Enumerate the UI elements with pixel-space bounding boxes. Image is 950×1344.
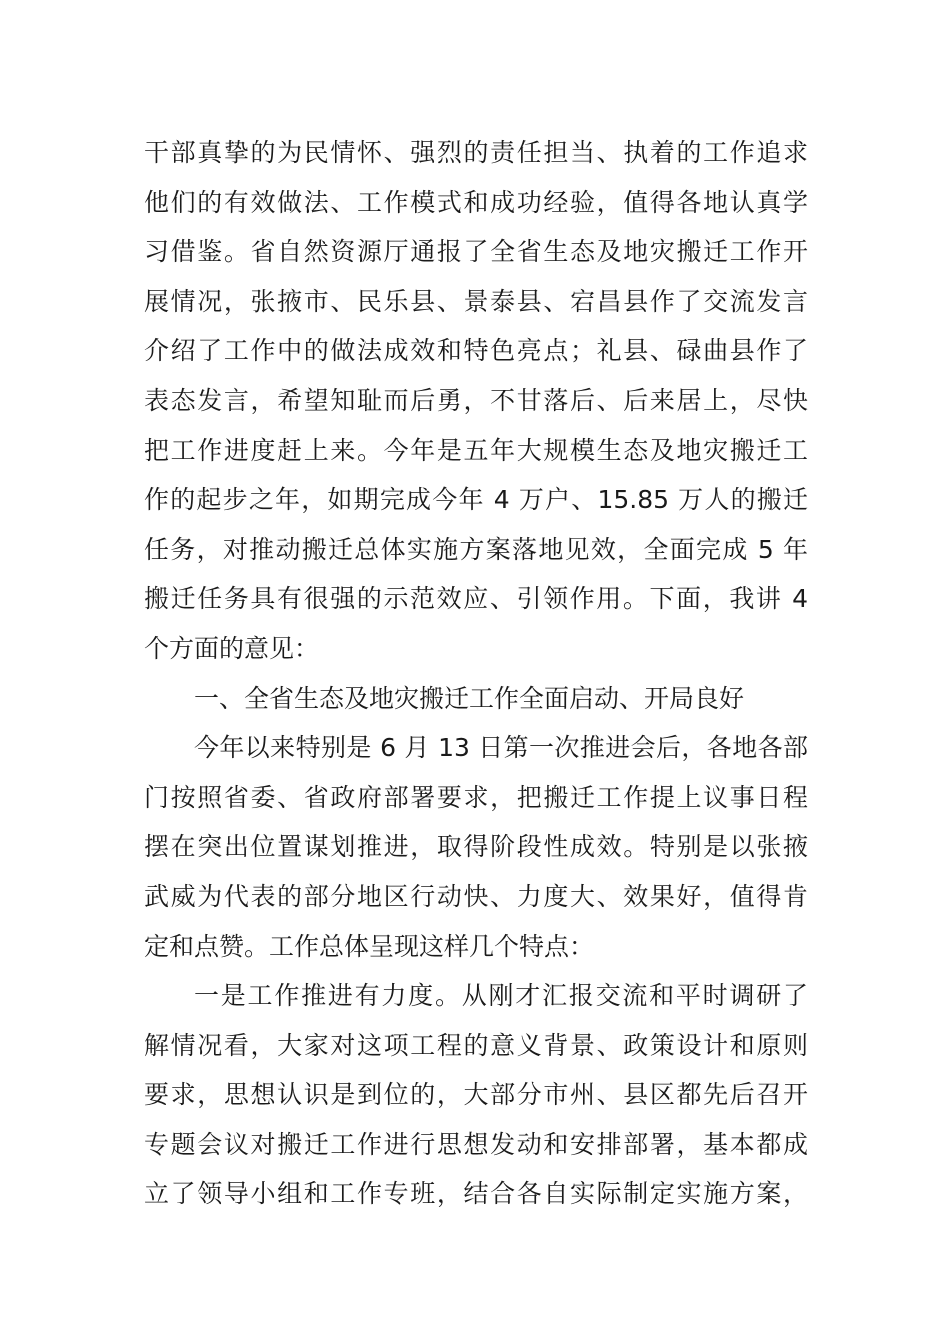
text-line: 定和点赞。工作总体呈现这样几个特点： [144,931,595,961]
text-line: 要求，思想认识是到位的，大部分市州、县区都先后召开 [144,1080,808,1110]
paragraph-first-line: 今年以来特别是 6 月 13 日第一次推进会后，各地各部 [194,733,808,763]
document-body [144,128,808,1219]
text-line: 摆在突出位置谋划推进，取得阶段性成效。特别是以张掖 [144,832,808,862]
text-line: 武威为代表的部分地区行动快、力度大、效果好，值得肯 [144,881,808,911]
text-line: 个方面的意见： [144,633,320,663]
text-line: 作的起步之年，如期完成今年 4 万户、15.85 万人的搬迁 [144,485,808,515]
text-line: 专题会议对搬迁工作进行思想发动和安排部署，基本都成 [144,1129,808,1159]
text-line: 他们的有效做法、工作模式和成功经验，值得各地认真学 [144,187,808,217]
text-line: 介绍了工作中的做法成效和特色亮点；礼县、碌曲县作了 [144,336,808,366]
text-line: 干部真挚的为民情怀、强烈的责任担当、执着的工作追求 [144,138,808,167]
text-line: 搬迁任务具有很强的示范效应、引领作用。下面，我讲 4 [144,584,808,614]
text-line: 把工作进度赶上来。今年是五年大规模生态及地灾搬迁工 [144,435,808,465]
text-line: 展情况，张掖市、民乐县、景泰县、宕昌县作了交流发言 [144,286,808,316]
paragraph-first-line: 一是工作推进有力度。从刚才汇报交流和平时调研了 [194,981,808,1011]
text-line: 任务，对推动搬迁总体实施方案落地见效，全面完成 5 年 [144,534,808,564]
text-line: 门按照省委、省政府部署要求，把搬迁工作提上议事日程 [144,782,808,812]
section-heading: 一、全省生态及地灾搬迁工作全面启动、开局良好 [194,683,745,713]
text-line: 表态发言，希望知耻而后勇，不甘落后、后来居上，尽快 [144,385,808,415]
text-line: 习借鉴。省自然资源厅通报了全省生态及地灾搬迁工作开 [144,237,808,267]
text-line: 立了领导小组和工作专班，结合各自实际制定实施方案， [144,1179,808,1209]
text-line: 解情况看，大家对这项工程的意义背景、政策设计和原则 [144,1030,808,1060]
